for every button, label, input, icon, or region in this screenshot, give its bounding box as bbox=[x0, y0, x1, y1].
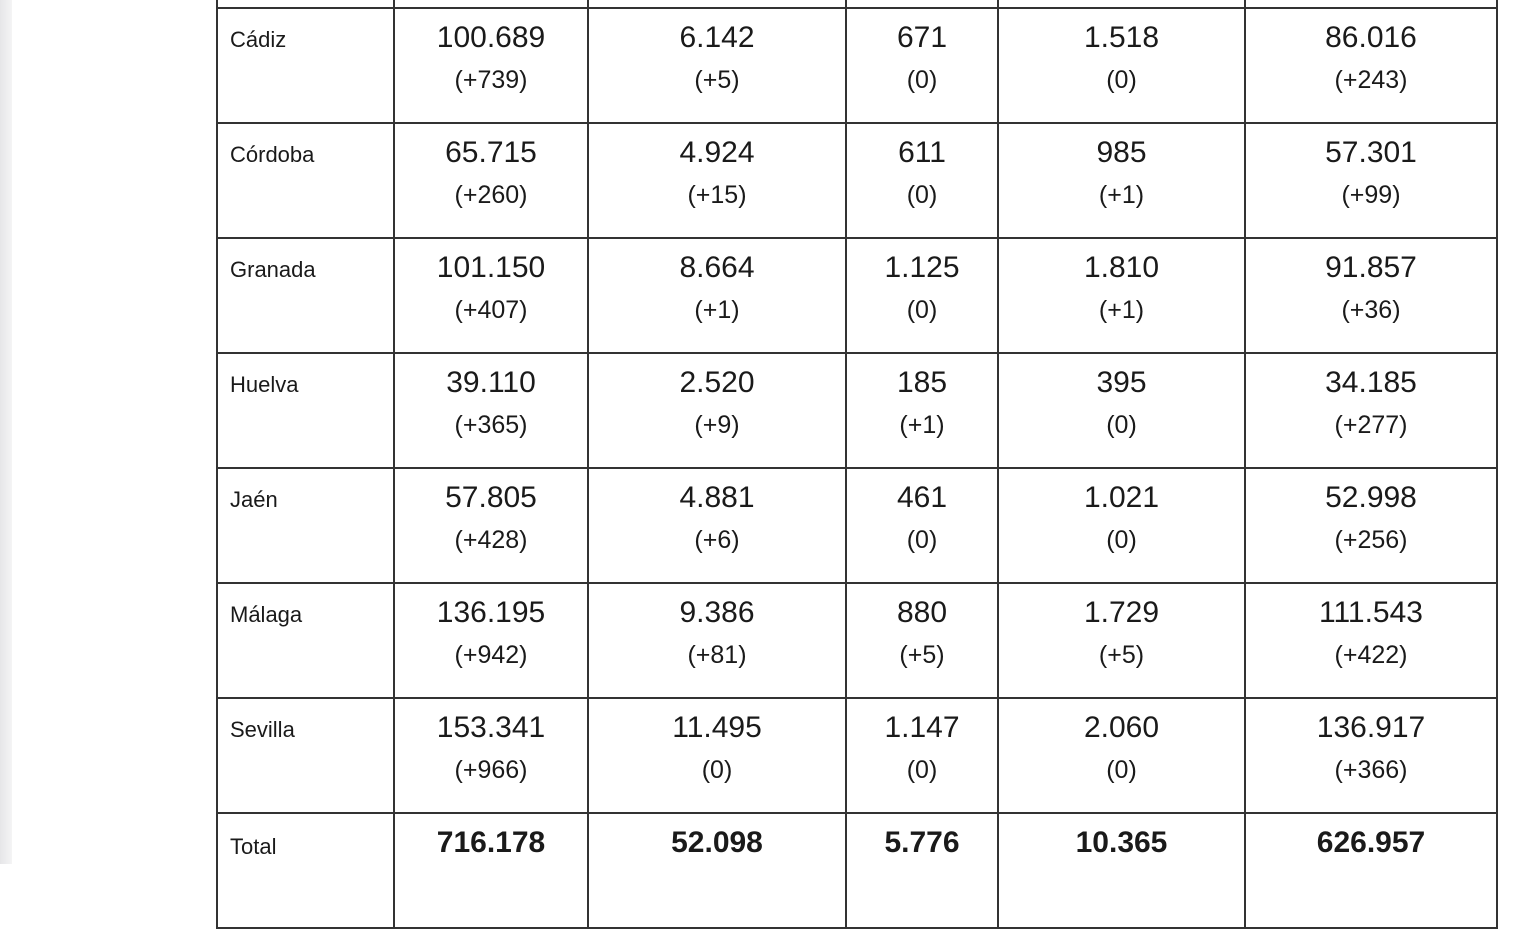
cumulative-value: 6.142 bbox=[679, 21, 755, 54]
value-cell bbox=[394, 123, 588, 238]
daily-change-value: (0) bbox=[1106, 526, 1137, 554]
cumulative-value: 395 bbox=[1096, 366, 1147, 399]
value-cell bbox=[588, 8, 846, 123]
value-cell bbox=[846, 698, 998, 813]
cumulative-value: 880 bbox=[896, 596, 948, 629]
table-row bbox=[217, 8, 1497, 123]
value-cell bbox=[846, 583, 998, 698]
province-cell bbox=[217, 0, 394, 8]
province-cell bbox=[217, 238, 394, 353]
province-name: Sevilla bbox=[230, 717, 295, 742]
value-cell bbox=[998, 0, 1245, 8]
cumulative-value: 57.301 bbox=[1325, 136, 1417, 169]
value-cell bbox=[1245, 123, 1497, 238]
total-value-cell bbox=[1245, 813, 1497, 928]
daily-change-value: (+966) bbox=[454, 756, 528, 784]
province-cell bbox=[217, 123, 394, 238]
value-cell bbox=[846, 238, 998, 353]
daily-change-value: (0) bbox=[906, 756, 938, 784]
province-cell bbox=[217, 698, 394, 813]
total-value: 716.178 bbox=[436, 826, 546, 859]
daily-change-value: (0) bbox=[906, 296, 938, 324]
province-name: Córdoba bbox=[230, 142, 315, 167]
table-body bbox=[217, 0, 1497, 928]
province-cell bbox=[217, 8, 394, 123]
daily-change-value: (+243) bbox=[1334, 66, 1408, 94]
value-cell bbox=[1245, 8, 1497, 123]
daily-change-value: (+5) bbox=[899, 641, 945, 669]
cumulative-value: 136.917 bbox=[1316, 711, 1426, 744]
total-value-cell bbox=[394, 813, 588, 928]
total-value: 10.365 bbox=[1075, 826, 1168, 859]
value-cell bbox=[588, 123, 846, 238]
table-row bbox=[217, 468, 1497, 583]
cumulative-value: 2.520 bbox=[679, 366, 755, 399]
daily-change-value: (0) bbox=[906, 181, 938, 209]
daily-change-value: (0) bbox=[1106, 66, 1137, 94]
total-label-cell bbox=[217, 813, 394, 928]
cumulative-value: 11.495 bbox=[672, 711, 762, 744]
cumulative-value: 1.147 bbox=[884, 711, 960, 744]
province-cell bbox=[217, 468, 394, 583]
table-row bbox=[217, 583, 1497, 698]
cumulative-value: 671 bbox=[896, 21, 948, 54]
total-label: Total bbox=[230, 834, 277, 859]
table-row bbox=[217, 238, 1497, 353]
cumulative-value: 39.110 bbox=[446, 366, 536, 399]
daily-change-value: (+256) bbox=[1334, 526, 1408, 554]
daily-change-value: (+365) bbox=[454, 411, 528, 439]
value-cell bbox=[394, 0, 588, 8]
cumulative-value: 111.543 bbox=[1319, 596, 1423, 629]
daily-change-value: (+422) bbox=[1334, 641, 1408, 669]
province-name: Málaga bbox=[230, 602, 303, 627]
value-cell bbox=[588, 468, 846, 583]
cumulative-value: 185 bbox=[896, 366, 948, 399]
province-name: Jaén bbox=[230, 487, 278, 512]
province-cell bbox=[217, 353, 394, 468]
cumulative-value: 611 bbox=[898, 136, 946, 169]
daily-change-value: (+1) bbox=[1098, 296, 1145, 324]
daily-change-value: (+81) bbox=[687, 641, 747, 669]
daily-change-value: (+366) bbox=[1334, 756, 1408, 784]
province-name: Huelva bbox=[230, 372, 299, 397]
cumulative-value: 34.185 bbox=[1325, 366, 1417, 399]
daily-change-value: (+739) bbox=[454, 66, 528, 94]
cumulative-value: 1.518 bbox=[1083, 21, 1160, 54]
daily-change-value: (+9) bbox=[694, 411, 740, 439]
cumulative-value: 153.341 bbox=[436, 711, 546, 744]
cumulative-value: 9.386 bbox=[679, 596, 755, 629]
cumulative-value: 1.021 bbox=[1083, 481, 1160, 514]
value-cell bbox=[588, 583, 846, 698]
cumulative-value: 1.729 bbox=[1083, 596, 1160, 629]
cumulative-value: 2.060 bbox=[1083, 711, 1160, 744]
value-cell bbox=[846, 353, 998, 468]
cumulative-value: 101.150 bbox=[436, 251, 546, 284]
cumulative-value: 4.881 bbox=[679, 481, 755, 514]
value-cell bbox=[846, 8, 998, 123]
daily-change-value: (0) bbox=[1106, 756, 1137, 784]
value-cell bbox=[998, 698, 1245, 813]
value-cell bbox=[1245, 468, 1497, 583]
value-cell bbox=[998, 8, 1245, 123]
daily-change-value: (+5) bbox=[694, 66, 740, 94]
cumulative-value: 985 bbox=[1096, 136, 1147, 169]
daily-change-value: (0) bbox=[906, 66, 938, 94]
value-cell bbox=[1245, 238, 1497, 353]
value-cell bbox=[394, 8, 588, 123]
cumulative-value: 65.715 bbox=[445, 136, 537, 169]
daily-change-value: (+407) bbox=[454, 296, 528, 324]
daily-change-value: (+942) bbox=[454, 641, 528, 669]
value-cell bbox=[846, 468, 998, 583]
daily-change-value: (+15) bbox=[687, 181, 747, 209]
value-cell bbox=[588, 698, 846, 813]
total-value-cell bbox=[588, 813, 846, 928]
value-cell bbox=[588, 353, 846, 468]
value-cell bbox=[998, 123, 1245, 238]
value-cell bbox=[998, 468, 1245, 583]
daily-change-value: (+428) bbox=[454, 526, 528, 554]
value-cell bbox=[998, 353, 1245, 468]
value-cell bbox=[588, 238, 846, 353]
province-cell bbox=[217, 583, 394, 698]
province-data-table bbox=[216, 0, 1498, 929]
value-cell bbox=[394, 353, 588, 468]
cumulative-value: 86.016 bbox=[1325, 21, 1417, 54]
daily-change-value: (+277) bbox=[1334, 411, 1408, 439]
cumulative-value: 1.810 bbox=[1083, 251, 1160, 284]
total-row bbox=[217, 813, 1497, 928]
daily-change-value: (+36) bbox=[1341, 296, 1401, 324]
total-value-cell bbox=[998, 813, 1245, 928]
value-cell bbox=[394, 238, 588, 353]
daily-change-value: (+260) bbox=[454, 181, 528, 209]
value-cell bbox=[1245, 0, 1497, 8]
daily-change-value: (+1) bbox=[899, 411, 945, 439]
total-value-cell bbox=[846, 813, 998, 928]
value-cell bbox=[998, 238, 1245, 353]
total-value: 52.098 bbox=[671, 826, 763, 859]
table-row bbox=[217, 0, 1497, 8]
cumulative-value: 57.805 bbox=[445, 481, 537, 514]
value-cell bbox=[394, 698, 588, 813]
daily-change-value: (0) bbox=[906, 526, 938, 554]
value-cell bbox=[846, 123, 998, 238]
value-cell bbox=[1245, 583, 1497, 698]
cumulative-value: 8.664 bbox=[679, 251, 755, 284]
cumulative-value: 4.924 bbox=[679, 136, 755, 169]
total-value: 5.776 bbox=[884, 826, 960, 859]
cumulative-value: 136.195 bbox=[436, 596, 546, 629]
value-cell bbox=[998, 583, 1245, 698]
daily-change-value: (+1) bbox=[694, 296, 740, 324]
page-edge-shadow bbox=[0, 0, 12, 864]
cumulative-value: 461 bbox=[896, 481, 948, 514]
value-cell bbox=[588, 0, 846, 8]
cumulative-value: 91.857 bbox=[1325, 251, 1417, 284]
table-row bbox=[217, 353, 1497, 468]
daily-change-value: (+6) bbox=[694, 526, 740, 554]
value-cell bbox=[846, 0, 998, 8]
daily-change-value: (+1) bbox=[1098, 181, 1145, 209]
value-cell bbox=[394, 583, 588, 698]
daily-change-value: (0) bbox=[701, 756, 733, 784]
cumulative-value: 100.689 bbox=[436, 21, 546, 54]
cumulative-value: 1.125 bbox=[884, 251, 960, 284]
daily-change-value: (+5) bbox=[1098, 641, 1145, 669]
province-name: Granada bbox=[230, 257, 316, 282]
cumulative-value: 52.998 bbox=[1325, 481, 1417, 514]
province-name: Cádiz bbox=[230, 27, 287, 52]
value-cell bbox=[1245, 698, 1497, 813]
value-cell bbox=[1245, 353, 1497, 468]
value-cell bbox=[394, 468, 588, 583]
table-row bbox=[217, 123, 1497, 238]
daily-change-value: (+99) bbox=[1341, 181, 1401, 209]
table-row bbox=[217, 698, 1497, 813]
daily-change-value: (0) bbox=[1106, 411, 1137, 439]
total-value: 626.957 bbox=[1316, 826, 1426, 859]
